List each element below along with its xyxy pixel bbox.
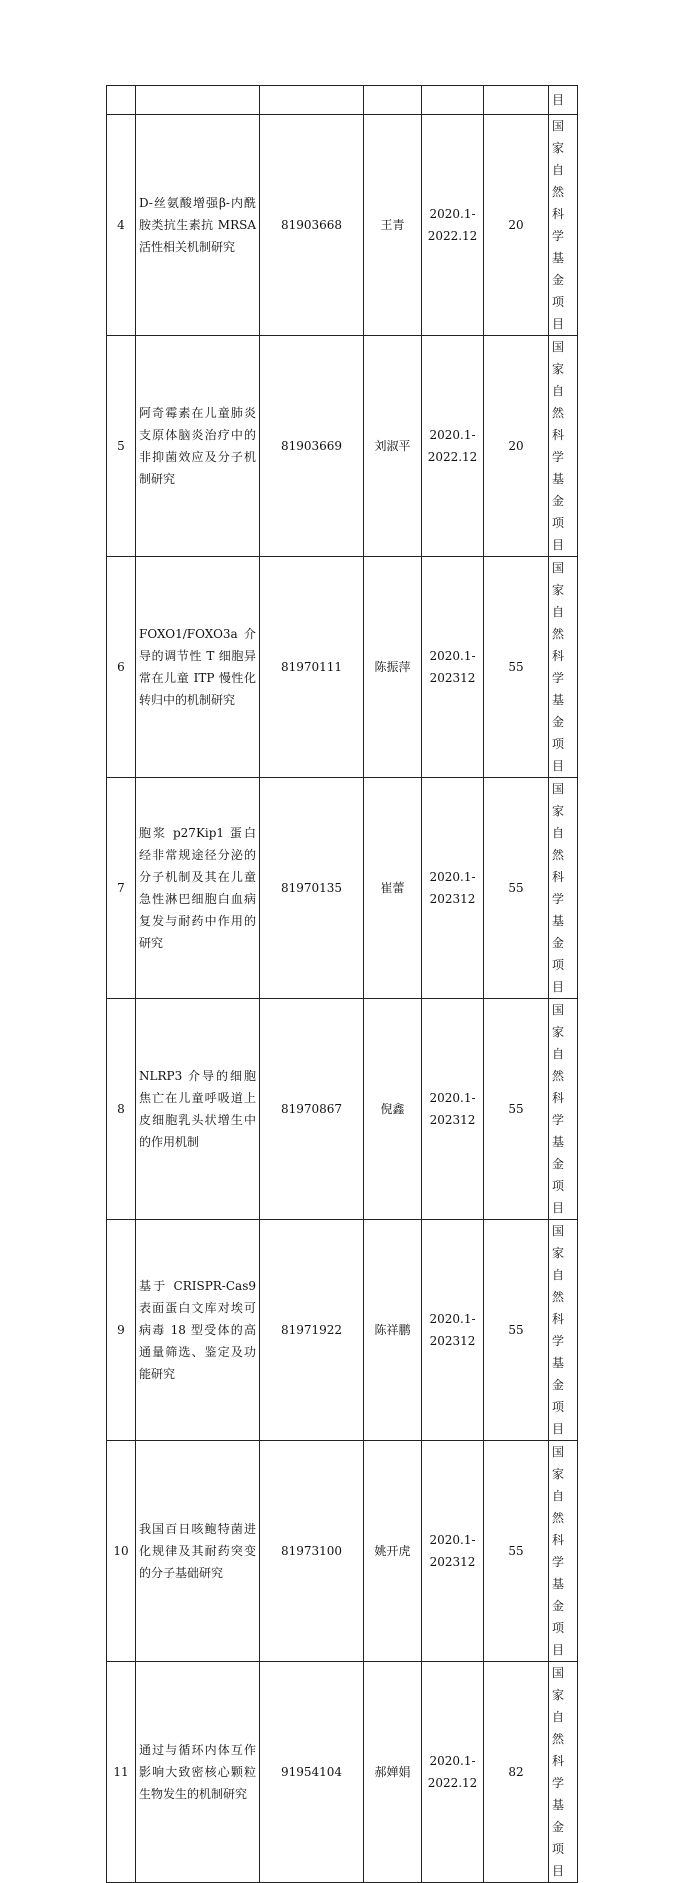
period-start: 2020.1-: [429, 1091, 476, 1105]
project-title-cell: 胞浆 p27Kip1 蛋白经非常规途径分泌的分子机制及其在儿童急性淋巴细胞白血病复发与耐药中作用的研究: [136, 778, 260, 999]
funding-amount-cell: 55: [484, 1220, 549, 1441]
principal-investigator-cell: 姚开虎: [364, 1441, 422, 1662]
project-period-cell: [422, 778, 484, 999]
funding-amount-cell: 82: [484, 1662, 549, 1883]
project-code-cell: 81970111: [260, 557, 364, 778]
project-title-cell: NLRP3 介导的细胞焦亡在儿童呼吸道上皮细胞乳头状增生中的作用机制: [136, 999, 260, 1220]
principal-investigator-cell: 陈祥鹏: [364, 1220, 422, 1441]
table-row: [107, 1441, 578, 1662]
funding-source-cell: 国家自然科学基金项目: [549, 336, 578, 557]
principal-investigator-cell: 王青: [364, 115, 422, 336]
principal-investigator-cell: [364, 86, 422, 115]
funding-amount-cell: 55: [484, 1441, 549, 1662]
row-number-cell: 6: [107, 557, 136, 778]
table-row: [107, 1662, 578, 1883]
project-period-cell: [422, 1441, 484, 1662]
project-period-cell: [422, 557, 484, 778]
row-number-cell: 10: [107, 1441, 136, 1662]
grants-table-body: [107, 86, 578, 1883]
period-start: 2020.1-: [429, 649, 476, 663]
period-start: 2020.1-: [429, 207, 476, 221]
project-period-cell: [422, 336, 484, 557]
funding-amount-cell: 55: [484, 778, 549, 999]
project-code-cell: 81970135: [260, 778, 364, 999]
row-number-cell: [107, 86, 136, 115]
project-period-cell: [422, 999, 484, 1220]
funding-amount-cell: [484, 86, 549, 115]
table-row: [107, 336, 578, 557]
period-end: 2022.12: [427, 1776, 478, 1790]
funding-source-cell: 国家自然科学基金项目: [549, 999, 578, 1220]
funding-source-cell: 国家自然科学基金项目: [549, 115, 578, 336]
funding-amount-cell: 20: [484, 115, 549, 336]
row-number-cell: 11: [107, 1662, 136, 1883]
project-code-cell: 81970867: [260, 999, 364, 1220]
table-row: [107, 115, 578, 336]
project-code-cell: 91954104: [260, 1662, 364, 1883]
table-row: [107, 999, 578, 1220]
period-end: 202312: [429, 1334, 476, 1348]
project-period-cell: [422, 1220, 484, 1441]
period-end: 2022.12: [427, 229, 478, 243]
period-start: 2020.1-: [429, 1312, 476, 1326]
funding-source-cell: 国家自然科学基金项目: [549, 1441, 578, 1662]
principal-investigator-cell: 刘淑平: [364, 336, 422, 557]
funding-source-cell: 国家自然科学基金项目: [549, 1220, 578, 1441]
funding-source-cell: 目: [549, 86, 578, 115]
principal-investigator-cell: 崔蕾: [364, 778, 422, 999]
period-end: 202312: [429, 1113, 476, 1127]
table-row: [107, 778, 578, 999]
project-period-cell: [422, 115, 484, 336]
funding-amount-cell: 20: [484, 336, 549, 557]
row-number-cell: 5: [107, 336, 136, 557]
period-end: 202312: [429, 1555, 476, 1569]
project-period-cell: [422, 1662, 484, 1883]
project-title-cell: 通过与循环内体互作影响大致密核心颗粒生物发生的机制研究: [136, 1662, 260, 1883]
project-period-cell: [422, 86, 484, 115]
principal-investigator-cell: 陈振萍: [364, 557, 422, 778]
table-row: [107, 557, 578, 778]
project-code-cell: [260, 86, 364, 115]
principal-investigator-cell: 倪鑫: [364, 999, 422, 1220]
grants-table: [106, 85, 578, 1883]
period-end: 202312: [429, 671, 476, 685]
period-end: 2022.12: [427, 450, 478, 464]
funding-source-cell: 国家自然科学基金项目: [549, 1662, 578, 1883]
period-start: 2020.1-: [429, 1533, 476, 1547]
period-start: 2020.1-: [429, 870, 476, 884]
funding-amount-cell: 55: [484, 557, 549, 778]
row-number-cell: 8: [107, 999, 136, 1220]
period-end: 202312: [429, 892, 476, 906]
project-code-cell: 81903669: [260, 336, 364, 557]
funding-source-cell: 国家自然科学基金项目: [549, 778, 578, 999]
principal-investigator-cell: 郝婵娟: [364, 1662, 422, 1883]
project-title-cell: 我国百日咳鲍特菌进化规律及其耐药突变的分子基础研究: [136, 1441, 260, 1662]
table-row: [107, 86, 578, 115]
period-start: 2020.1-: [429, 428, 476, 442]
project-code-cell: 81903668: [260, 115, 364, 336]
row-number-cell: 9: [107, 1220, 136, 1441]
project-title-cell: [136, 86, 260, 115]
project-title-cell: 基于 CRISPR-Cas9 表面蛋白文库对埃可病毒 18 型受体的高通量筛选、鉴定及功能研究: [136, 1220, 260, 1441]
project-title-cell: D-丝氨酸增强β-内酰胺类抗生素抗 MRSA 活性相关机制研究: [136, 115, 260, 336]
funding-source-cell: 国家自然科学基金项目: [549, 557, 578, 778]
row-number-cell: 4: [107, 115, 136, 336]
project-code-cell: 81973100: [260, 1441, 364, 1662]
row-number-cell: 7: [107, 778, 136, 999]
table-row: [107, 1220, 578, 1441]
project-title-cell: 阿奇霉素在儿童肺炎支原体脑炎治疗中的非抑菌效应及分子机制研究: [136, 336, 260, 557]
funding-amount-cell: 55: [484, 999, 549, 1220]
period-start: 2020.1-: [429, 1754, 476, 1768]
project-title-cell: FOXO1/FOXO3a 介导的调节性 T 细胞异常在儿童 ITP 慢性化转归中的机制研究: [136, 557, 260, 778]
project-code-cell: 81971922: [260, 1220, 364, 1441]
